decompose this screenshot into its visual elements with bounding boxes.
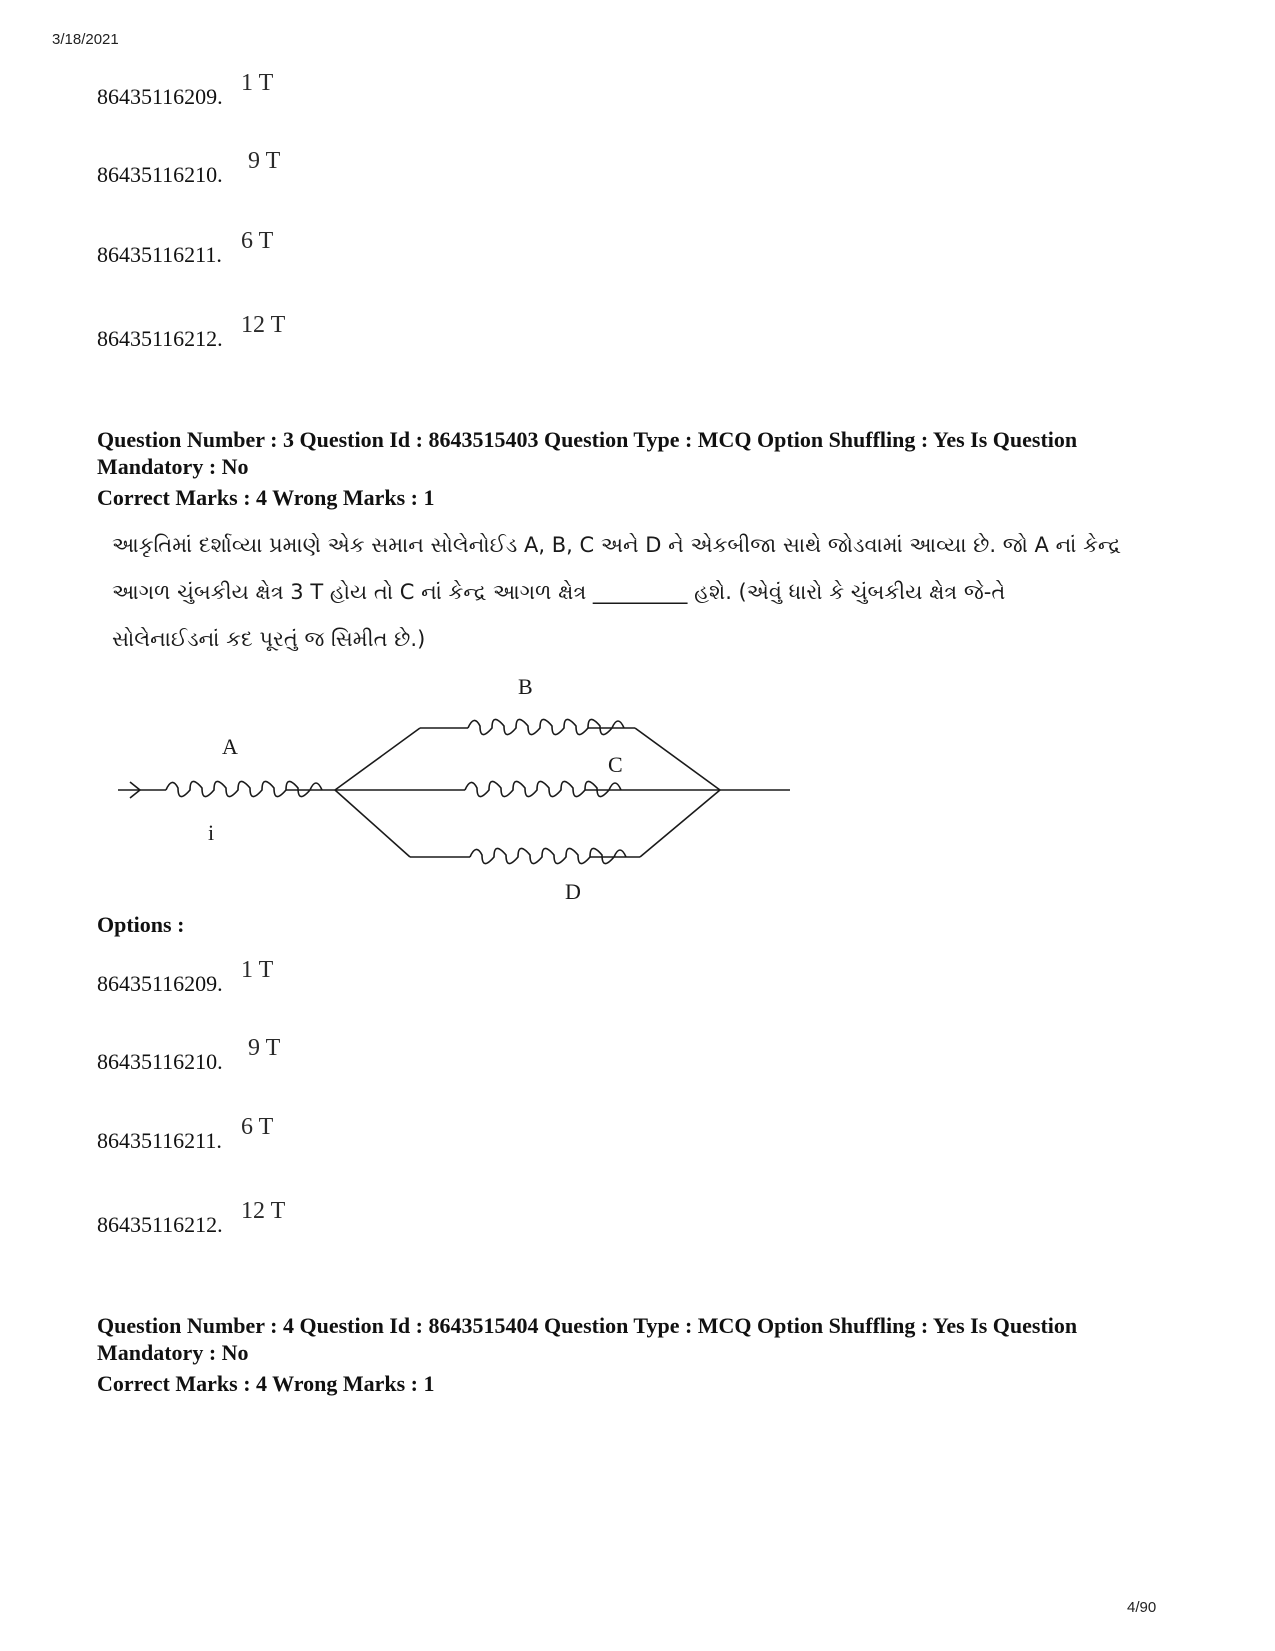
question-3-header: Question Number : 3 Question Id : 8643515403 Question Type : MCQ Option Shuffling : Yes Is Question Mandatory : No [97,427,1078,479]
question-3-marks: Correct Marks : 4 Wrong Marks : 1 [97,485,435,510]
option-value: 12 T [241,1198,286,1224]
option-id: 86435116209. [97,84,223,109]
option-value: 9 T [248,1035,281,1061]
solenoid-c [465,781,621,796]
option-value: 12 T [241,312,286,338]
wire-branch-d-left [335,790,410,857]
solenoid-a [166,781,322,796]
label-a: A [222,734,238,759]
option-id: 86435116210. [97,162,223,187]
prev-option-3 [97,228,497,268]
option-value: 1 T [241,957,274,983]
question-3-text [112,522,1152,663]
page-number: 4/90 [1127,1599,1157,1616]
option-id: 86435116212. [97,326,223,351]
wire-branch-b-right [635,728,720,790]
q3-option-1 [97,957,497,997]
q3-option-3 [97,1114,497,1154]
option-value: 1 T [241,70,274,96]
label-b: B [518,674,533,699]
q3-option-4 [97,1198,497,1238]
q3-option-2 [97,1035,497,1075]
option-value: 6 T [241,1114,274,1140]
wire-branch-b-left [335,728,420,790]
solenoid-d [470,848,626,863]
option-id: 86435116212. [97,1212,223,1237]
prev-option-4 [97,312,497,352]
question-4-marks: Correct Marks : 4 Wrong Marks : 1 [97,1371,435,1396]
prev-option-1 [97,70,497,110]
question-text-line: સોલેનાઈડનાં કદ પૂરતું જ સિમીત છે.) [112,627,426,651]
label-d: D [565,879,581,904]
label-c: C [608,752,623,777]
option-id: 86435116211. [97,242,222,267]
option-id: 86435116211. [97,1128,222,1153]
print-date: 3/18/2021 [52,31,119,48]
question-text-line: આગળ ચુંબકીય ક્ષેત્ર 3 T હોય તો C નાં કેન્દ્ર આગળ ક્ષેત્ર _________ હશે. (એવું ધારો કે ચુંબકીય ક્ષેત્ર જે-તે [112,580,1006,604]
option-id: 86435116210. [97,1049,223,1074]
options-label: Options : [97,912,185,937]
question-text-line: આકૃતિમાં દર્શાવ્યા પ્રમાણે એક સમાન સોલેનોઈડ A, B, C અને D ને એકબીજા સાથે જોડવામાં આવ્યા છે. જો A નાં કેન્દ્ર [112,533,1121,557]
option-value: 6 T [241,228,274,254]
prev-option-2 [97,148,497,188]
option-value: 9 T [248,148,281,174]
solenoid-b [468,719,624,734]
option-id: 86435116209. [97,971,223,996]
label-current: i [208,820,215,845]
solenoid-circuit-figure [110,670,800,905]
wire-branch-d-right [640,790,720,857]
question-4-header: Question Number : 4 Question Id : 8643515404 Question Type : MCQ Option Shuffling : Yes Is Question Mandatory : No [97,1313,1078,1365]
